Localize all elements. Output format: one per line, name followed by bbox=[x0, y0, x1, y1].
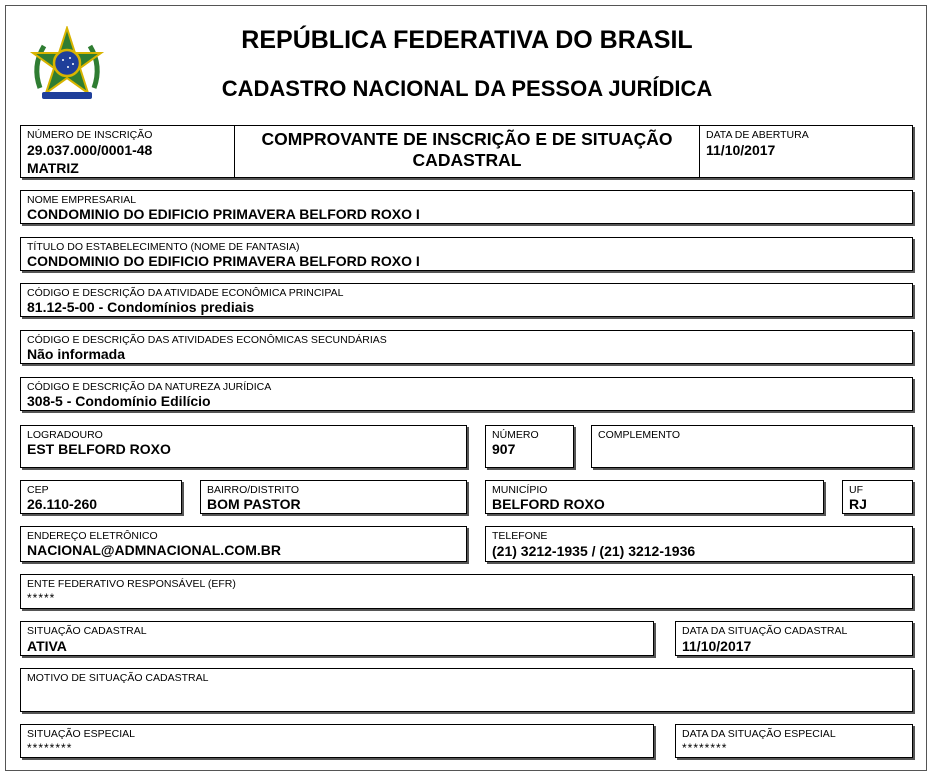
nome-empresarial-value: CONDOMINIO DO EDIFICIO PRIMAVERA BELFORD ROXO I bbox=[27, 206, 420, 222]
efr-label: ENTE FEDERATIVO RESPONSÁVEL (EFR) bbox=[27, 578, 236, 590]
data-situacao-especial-label: DATA DA SITUAÇÃO ESPECIAL bbox=[682, 728, 836, 740]
natureza-juridica-box bbox=[20, 377, 913, 411]
cep-box bbox=[20, 480, 182, 514]
cep-value: 26.110-260 bbox=[27, 496, 98, 512]
atividade-principal-label: CÓDIGO E DESCRIÇÃO DA ATIVIDADE ECONÔMICA PRINCIPAL bbox=[27, 287, 344, 299]
atividades-secundarias-label: CÓDIGO E DESCRIÇÃO DAS ATIVIDADES ECONÔMICAS SECUNDÁRIAS bbox=[27, 334, 387, 346]
logradouro-label: LOGRADOURO bbox=[27, 429, 103, 441]
efr-value: ***** bbox=[27, 591, 56, 605]
abertura-value: 11/10/2017 bbox=[706, 142, 776, 158]
data-situacao-label: DATA DA SITUAÇÃO CADASTRAL bbox=[682, 625, 848, 637]
uf-value: RJ bbox=[849, 496, 867, 512]
comprovante-title-line1: COMPROVANTE DE INSCRIÇÃO E DE SITUAÇÃO bbox=[261, 129, 673, 149]
titulo-estabelecimento-box bbox=[20, 237, 913, 271]
bairro-box bbox=[200, 480, 467, 514]
numero-box bbox=[485, 425, 574, 468]
situacao-box bbox=[20, 621, 654, 656]
nome-empresarial-box bbox=[20, 190, 913, 224]
abertura-label: DATA DE ABERTURA bbox=[706, 129, 809, 141]
telefone-box bbox=[485, 526, 913, 562]
page-title: REPÚBLICA FEDERATIVA DO BRASIL bbox=[241, 26, 693, 54]
situacao-especial-label: SITUAÇÃO ESPECIAL bbox=[27, 728, 135, 740]
telefone-label: TELEFONE bbox=[492, 530, 548, 542]
inscricao-type: MATRIZ bbox=[27, 160, 79, 176]
situacao-value: ATIVA bbox=[27, 638, 67, 654]
bairro-value: BOM PASTOR bbox=[207, 496, 301, 512]
abertura-box bbox=[699, 125, 913, 178]
complemento-box bbox=[591, 425, 913, 468]
data-situacao-especial-value: ******** bbox=[682, 741, 728, 755]
inscricao-label: NÚMERO DE INSCRIÇÃO bbox=[27, 129, 153, 141]
municipio-value: BELFORD ROXO bbox=[492, 496, 605, 512]
nome-empresarial-label: NOME EMPRESARIAL bbox=[27, 194, 137, 206]
data-situacao-box bbox=[675, 621, 913, 656]
uf-label: UF bbox=[849, 484, 863, 496]
page-subtitle: CADASTRO NACIONAL DA PESSOA JURÍDICA bbox=[221, 76, 713, 101]
email-box bbox=[20, 526, 467, 562]
complemento-label: COMPLEMENTO bbox=[598, 429, 681, 441]
logradouro-box bbox=[20, 425, 467, 468]
comprovante-title-line2: CADASTRAL bbox=[412, 150, 522, 170]
natureza-juridica-label: CÓDIGO E DESCRIÇÃO DA NATUREZA JURÍDICA bbox=[27, 381, 272, 393]
telefone-value: (21) 3212-1935 / (21) 3212-1936 bbox=[492, 543, 696, 559]
inscricao-number: 29.037.000/0001-48 bbox=[27, 142, 153, 158]
situacao-especial-box bbox=[20, 724, 654, 758]
municipio-label: MUNICÍPIO bbox=[492, 484, 548, 496]
comprovante-box bbox=[234, 125, 700, 178]
uf-box bbox=[842, 480, 913, 514]
natureza-juridica-value: 308-5 - Condomínio Edilício bbox=[27, 393, 211, 409]
email-value: NACIONAL@ADMNACIONAL.COM.BR bbox=[27, 542, 281, 558]
numero-label: NÚMERO bbox=[492, 429, 539, 441]
atividade-principal-value: 81.12-5-00 - Condomínios prediais bbox=[27, 299, 255, 315]
inscricao-box bbox=[20, 125, 235, 178]
situacao-label: SITUAÇÃO CADASTRAL bbox=[27, 625, 147, 637]
logradouro-value: EST BELFORD ROXO bbox=[27, 441, 171, 457]
cep-label: CEP bbox=[27, 484, 49, 496]
titulo-estabelecimento-label: TÍTULO DO ESTABELECIMENTO (NOME DE FANTASIA) bbox=[27, 241, 300, 253]
data-situacao-value: 11/10/2017 bbox=[682, 638, 752, 654]
motivo-box bbox=[20, 668, 913, 712]
email-label: ENDEREÇO ELETRÔNICO bbox=[27, 530, 158, 542]
data-situacao-especial-box bbox=[675, 724, 913, 758]
motivo-label: MOTIVO DE SITUAÇÃO CADASTRAL bbox=[27, 672, 209, 684]
titulo-estabelecimento-value: CONDOMINIO DO EDIFICIO PRIMAVERA BELFORD ROXO I bbox=[27, 253, 420, 269]
bairro-label: BAIRRO/DISTRITO bbox=[207, 484, 299, 496]
situacao-especial-value: ******** bbox=[27, 741, 73, 755]
atividade-principal-box bbox=[20, 283, 913, 317]
atividades-secundarias-box bbox=[20, 330, 913, 364]
municipio-box bbox=[485, 480, 824, 514]
efr-box bbox=[20, 574, 913, 609]
atividades-secundarias-value: Não informada bbox=[27, 346, 126, 362]
numero-value: 907 bbox=[492, 441, 516, 457]
